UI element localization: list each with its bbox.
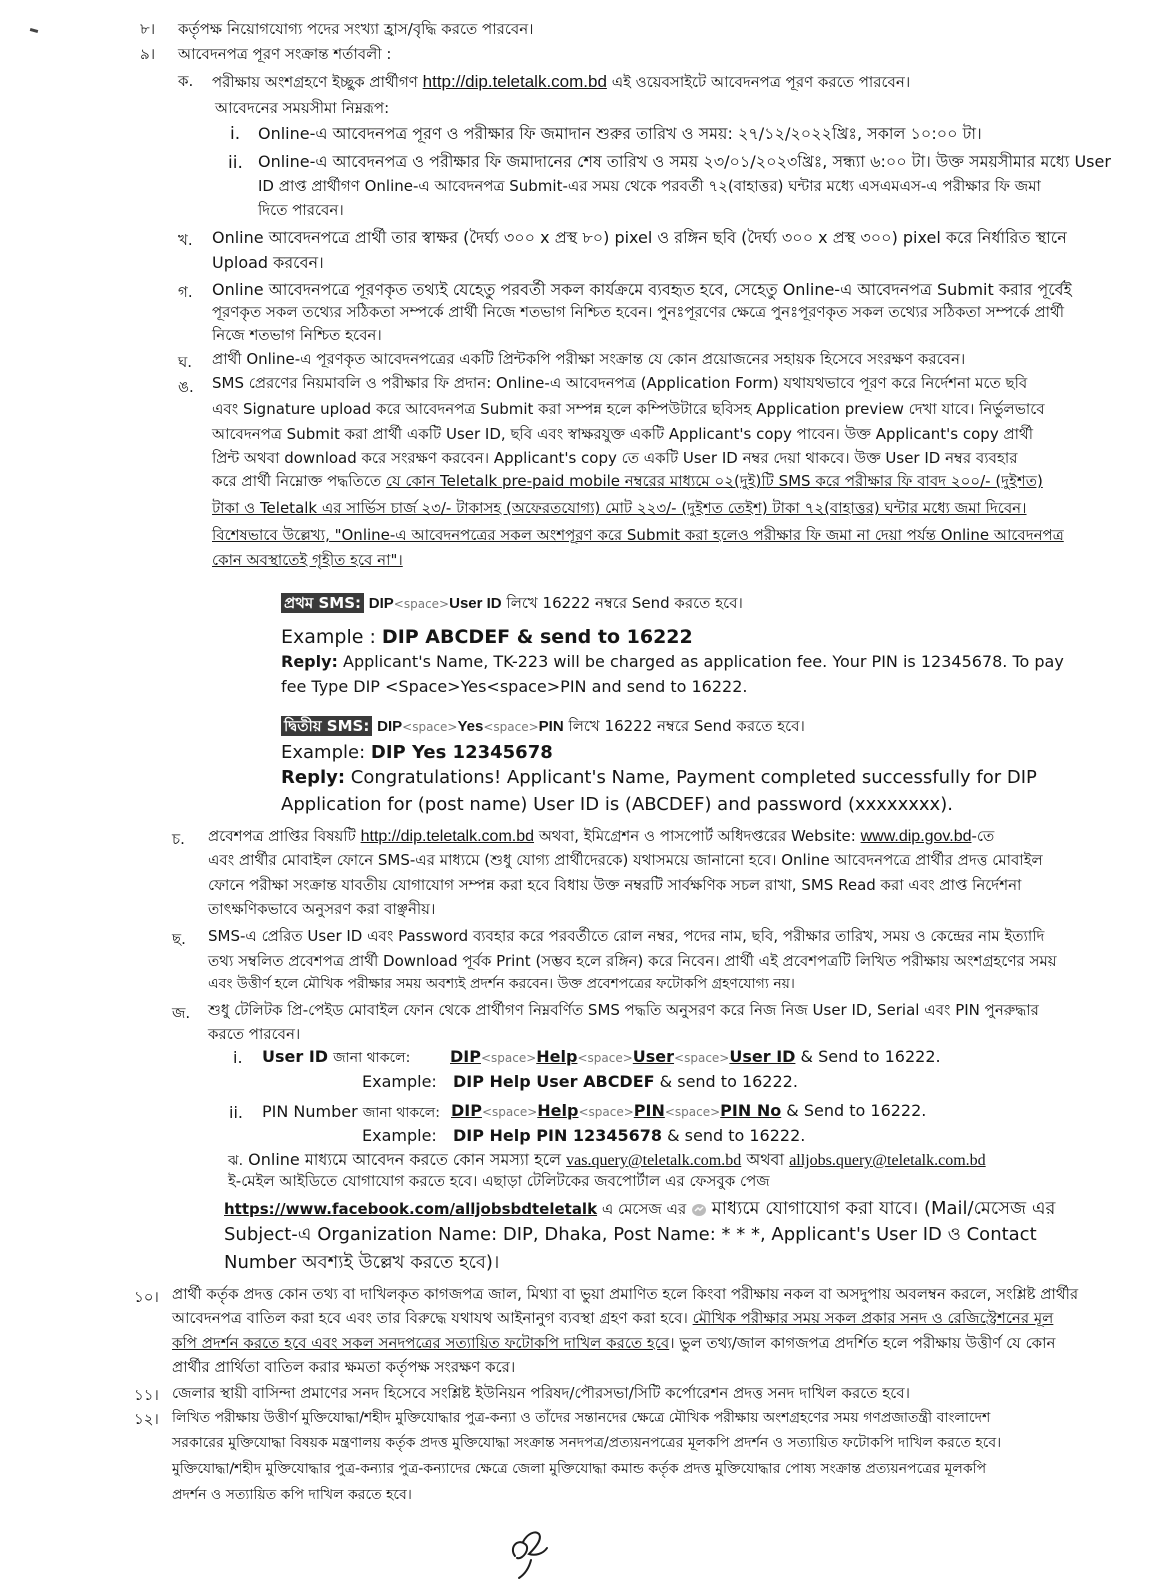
- ja-ii-space1: <space>: [481, 1105, 538, 1119]
- clause-ja-i-title-bold: User ID: [262, 1047, 329, 1066]
- clause-cha-mid: অথবা, ইমিগ্রেশন ও পাসপোর্ট অধিদপ্তরের Website:: [538, 827, 856, 845]
- ja-i-space3: <space>: [674, 1051, 730, 1065]
- item-12-line3: মুক্তিযোদ্ধা/শহীদ মুক্তিযোদ্ধার পুত্র-কন্যার পুত্র-কন্যাদের ক্ষেত্রে জেলা মুক্তিযোদ্ধা কমান্ড কর্তৃক প্রদত্ত মুক্তিযোদ্ধার পোষ্য সংক্রান্ত প্রত্যয়নপত্রের মূলকপি: [172, 1461, 987, 1477]
- ja-i-example-command: DIP Help User ABCDEF: [453, 1072, 655, 1091]
- clause-ka-ii-line1: Online-এ আবেদনপত্র ও পরীক্ষার ফি জমাদানের শেষ তারিখ ও সময় ২৩/০১/২০২৩খ্রিঃ, সন্ধ্যা ৬:০০ টা। উক্ত সময়সীমার মধ্যে User: [258, 152, 1111, 171]
- clause-ga-line3: নিজে শতভাগ নিশ্চিত হবেন।: [212, 326, 382, 344]
- clause-chha-line3: এবং উত্তীর্ণ হলে মৌখিক পরীক্ষার সময় অবশ্যই প্রদর্শন করবেন। উক্ত প্রবেশপত্রের ফটোকপি গ্রহণযোগ্য নয়।: [208, 976, 795, 992]
- sms2-dip: DIP: [377, 718, 403, 735]
- sms1-reply-text: Applicant's Name, TK-223 will be charged as application fee. Your PIN is 12345678. To pay: [343, 652, 1064, 671]
- item-10-line2-underlined: মৌখিক পরীক্ষার সময় সকল প্রকার সনদ ও রেজিস্ট্রেশনের মূল: [692, 1309, 1054, 1327]
- clause-chha-line2: তথ্য সম্বলিত প্রবেশপত্র প্রার্থী Download পূর্বক Print (সম্ভব হলে রঙ্গিন) করে নিবেন। প্রার্থী এই প্রবেশপত্রটি লিখিত পরীক্ষায় অংশগ্রহণের সময়: [208, 952, 1057, 970]
- ja-i-help: Help: [536, 1047, 578, 1066]
- sms2-reply-text: Congratulations! Applicant's Name, Payment completed successfully for DIP: [350, 767, 1037, 788]
- ja-ii-pin: PIN: [633, 1101, 665, 1120]
- sms1-reply-label: Reply:: [281, 652, 338, 671]
- item-9-text: আবেদনপত্র পূরণ সংক্রান্ত শর্তাবলী :: [178, 45, 392, 63]
- sms2-yes: Yes: [457, 718, 484, 735]
- scan-mark: [30, 28, 39, 33]
- ja-ii-pinno: PIN No: [720, 1101, 782, 1120]
- sms1-example-label: Example :: [281, 626, 382, 648]
- clause-cha-line4: তাৎক্ষণিকভাবে অনুসরণ করা বাঞ্ছনীয়।: [208, 900, 436, 918]
- sms2-rest: লিখে 16222 নম্বরে Send করতে হবে।: [568, 717, 805, 735]
- clause-kha-line1: Online আবেদনপত্রে প্রার্থী তার স্বাক্ষর (দৈর্ঘ্য ৩০০ x প্রস্থ ৮০) pixel ও রঙ্গিন ছবি (দৈর্ঘ্য ৩০০ x প্রস্থ ৩০০) pixel করে নির্ধারিত স্থানে: [212, 228, 1067, 247]
- sms2-tag: দ্বিতীয় SMS:: [281, 716, 372, 736]
- clause-cha-line2: এবং প্রার্থীর মোবাইল ফোনে SMS-এর মাধ্যমে (শুধু যোগ্য প্রার্থীদেরকে) যথাসময়ে জানানো হবে। Online আবেদনপত্রে প্রার্থীর প্রদত্ত মোবাইল: [208, 851, 1043, 869]
- item-11-text: জেলার স্থায়ী বাসিন্দা প্রমাণের সনদ হিসেবে সংশ্লিষ্ট ইউনিয়ন পরিষদ/পৌরসভা/সিটি কর্পোরেশন প্রদত্ত সনদ দাখিল করতে হবে।: [172, 1384, 910, 1402]
- ja-i-space2: <space>: [577, 1051, 633, 1065]
- item-12-number: ১২।: [134, 1410, 159, 1428]
- clause-ka-ii-line3: দিতে পারবেন।: [258, 201, 344, 219]
- sms2-example: [281, 744, 553, 762]
- sms1-reply-line1: [281, 654, 1064, 670]
- item-12-line2: সরকারের মুক্তিযোদ্ধা বিষয়ক মন্ত্রণালয় কর্তৃক প্রদত্ত মুক্তিযোদ্ধা সংক্রান্ত সনদপত্র/প্রত্যয়নপত্রের মূলকপি প্রদর্শন ও সত্যায়িত ফটোকপি দাখিল করতে হবে।: [172, 1435, 1002, 1451]
- clause-cha-line3: ফোনে পরীক্ষা সংক্রান্ত যাবতীয় যোগাযোগ সম্পন্ন করা হবে বিধায় উক্ত নম্বরটি সার্বক্ষণিক সচল রাখা, SMS Read করা এবং প্রাপ্ত নির্দেশনা: [208, 876, 1022, 894]
- clause-kha-line2: Upload করবেন।: [212, 253, 324, 272]
- clause-ka-line1: [212, 73, 910, 90]
- clause-cha-text: প্রবেশপত্র প্রাপ্তির বিষয়টি: [208, 827, 356, 845]
- facebook-page-link[interactable]: https://www.facebook.com/alljobsbdteletalk: [224, 1200, 598, 1218]
- sms2-space1: <space>: [402, 720, 458, 734]
- item-10-line2: [172, 1311, 1053, 1326]
- clause-chha-label: ছ.: [172, 930, 186, 948]
- ja-ii-space3: <space>: [664, 1105, 721, 1119]
- item-10-line4: প্রার্থীর প্রার্থিতা বাতিল করার ক্ষমতা কর্তৃপক্ষ সংরক্ষণ করে।: [172, 1358, 516, 1376]
- clause-ja-ii-title-text: PIN Number: [262, 1102, 358, 1121]
- ja-ii-example-send: & send to 16222.: [667, 1126, 806, 1145]
- sms1-instruction: [281, 596, 743, 611]
- clause-uma-line1: SMS প্রেরণের নিয়মাবলি ও পরীক্ষার ফি প্রদান: Online-এ আবেদনপত্র (Application Form) যথাযথভাবে পূরণ করে নির্দেশনা মতে ছবি: [212, 374, 1028, 392]
- sms2-space2: <space>: [483, 720, 539, 734]
- clause-ja-i-example-label: Example:: [362, 1072, 437, 1091]
- clause-ga-line2: পূরণকৃত সকল তথ্যের সঠিকতা সম্পর্কে প্রার্থী নিজে শতভাগ নিশ্চিত হবেন। পুনঃপূরণের ক্ষেত্রে পুনঃপূরণকৃত সকল তথ্যের সঠিকতা সম্পর্কে প্রার্থী: [212, 303, 1065, 321]
- sms1-rest: লিখে 16222 নম্বরে Send করতে হবে।: [506, 594, 743, 612]
- clause-uma-line5-underlined: যে কোন Teletalk pre-paid mobile নম্বরের মাধ্যমে ০২(দুই)টি SMS করে পরীক্ষার ফি বাবদ ২০০/- (দুইশত): [385, 472, 1043, 490]
- clause-cha-end: -তে: [971, 827, 995, 845]
- item-8-number: ৮।: [140, 20, 156, 38]
- signature-initial: [505, 1520, 553, 1584]
- teletalk-link[interactable]: http://dip.teletalk.com.bd: [422, 72, 607, 91]
- sms2-reply-label: Reply:: [281, 767, 346, 788]
- sms2-reply-line1: [281, 769, 1037, 787]
- item-11-number: ১১।: [134, 1386, 159, 1404]
- clause-ja-ii-example-label: Example:: [362, 1126, 437, 1145]
- ja-i-dip: DIP: [450, 1047, 481, 1066]
- item-9-number: ৯।: [140, 45, 156, 63]
- clause-ja-i-label: i.: [233, 1048, 243, 1067]
- sms1-userid: User ID: [449, 595, 502, 612]
- item-10-line2-start: আবেদনপত্র বাতিল করা হবে এবং তার বিরুদ্ধে যথাযথ আইনানুগ ব্যবস্থা গ্রহণ করা হবে।: [172, 1309, 688, 1327]
- item-8-text: কর্তৃপক্ষ নিয়োগযোগ্য পদের সংখ্যা হ্রাস/বৃদ্ধি করতে পারবেন।: [178, 20, 534, 38]
- ja-ii-help: Help: [537, 1101, 579, 1120]
- clause-ka-text-end: এই ওয়েবসাইটে আবেদনপত্র পূরণ করতে পারবেন।: [611, 73, 911, 91]
- clause-uma-line4: প্রিন্ট অথবা download করে সংরক্ষণ করবেন। Applicant's copy তে একটি User ID নম্বর দেয়া থাকবে। উক্ত User ID নম্বর ব্যবহার: [212, 449, 1018, 467]
- sms1-example-command: DIP ABCDEF & send to 16222: [381, 626, 693, 648]
- clause-ja-ii-label: ii.: [229, 1103, 243, 1122]
- clause-ja-i-title-rest: জানা থাকলে:: [333, 1050, 411, 1066]
- clause-ja-ii-title-rest: জানা থাকলে:: [362, 1105, 440, 1121]
- clause-uma-line6: টাকা ও Teletalk এর সার্ভিস চার্জ ২৩/- টাকাসহ (অফেরতযোগ্য) মোট ২২৩/- (দুইশত তেইশ) টাকা ৭২(বাহাত্তর) ঘন্টার মধ্যে জমা দিবেন।: [212, 499, 1027, 517]
- ja-ii-send: & Send to 16222.: [786, 1101, 927, 1120]
- item-10-line3-end: । ভুল তথ্য/জাল কাগজপত্র প্রদর্শিত হলে পরীক্ষায় উত্তীর্ণ যে কোন: [669, 1334, 1056, 1352]
- clause-uma-line5: [212, 474, 1043, 489]
- clause-ja-ii-example: [453, 1128, 805, 1144]
- vas-query-email-link[interactable]: vas.query@teletalk.com.bd: [566, 1152, 742, 1169]
- ja-i-space1: <space>: [480, 1051, 537, 1065]
- clause-jha-label: ঝ.: [228, 1153, 244, 1169]
- clause-gha-label: ঘ.: [178, 353, 193, 371]
- clause-jha-line4: Subject-এ Organization Name: DIP, Dhaka, Post Name: * * *, Applicant's User ID ও Contact: [224, 1224, 1037, 1245]
- clause-uma-line3: আবেদনপত্র Submit করা প্রার্থী একটি User ID, ছবি এবং স্বাক্ষরযুক্ত একটি Applicant's copy পাবেন। উক্ত Applicant's copy প্রার্থী: [212, 425, 1034, 443]
- clause-ja-i-example: [453, 1074, 798, 1090]
- dip-gov-link[interactable]: www.dip.gov.bd: [860, 828, 972, 845]
- clause-ka-ii-line2: ID প্রাপ্ত প্রার্থীগণ Online-এ আবেদনপত্র Submit-এর সময় থেকে পরবর্তী ৭২(বাহাত্তর) ঘন্টার মধ্যে এসএমএস-এ পরীক্ষার ফি জমা: [258, 177, 1041, 195]
- messenger-icon: [691, 1203, 707, 1217]
- item-12-line4: প্রদর্শন ও সত্যায়িত কপি দাখিল করতে হবে।: [172, 1487, 412, 1503]
- ja-i-example-send: & send to 16222.: [659, 1072, 798, 1091]
- sms2-reply-line2: Application for (post name) User ID is (ABCDEF) and password (xxxxxxxx).: [281, 794, 953, 815]
- item-10-line1: প্রার্থী কর্তৃক প্রদত্ত কোন তথ্য বা দাখিলকৃত কাগজপত্র জাল, মিথ্যা বা ভুয়া প্রমাণিত হলে কিংবা পরীক্ষায় নকল বা অসদুপায় অবলম্বন করলে, সংশ্লিষ্ট প্রার্থীর: [172, 1285, 1079, 1303]
- sms2-instruction: [281, 719, 805, 734]
- clause-jha-contact: মাধ্যমে যোগাযোগ করা যাবে। (Mail/মেসেজ এর: [711, 1198, 1056, 1219]
- clause-ja-i-title: [262, 1049, 410, 1065]
- clause-chha-line1: SMS-এ প্রেরিত User ID এবং Password ব্যবহার করে পরবর্তীতে রোল নম্বর, পদের নাম, ছবি, পরীক্ষার তারিখ, সময় ও কেন্দ্রের নাম ইত্যাদি: [208, 927, 1045, 945]
- ja-i-userid: User ID: [729, 1047, 796, 1066]
- clause-ja-label: জ.: [172, 1004, 191, 1022]
- ja-ii-dip: DIP: [451, 1101, 482, 1120]
- sms2-pin: PIN: [538, 718, 564, 735]
- clause-jha-line3: [224, 1200, 1055, 1218]
- ja-ii-example-command: DIP Help PIN 12345678: [453, 1126, 662, 1145]
- alljobs-query-email-link[interactable]: alljobs.query@teletalk.com.bd: [789, 1152, 986, 1169]
- clause-uma-line8: কোন অবস্থাতেই গৃহীত হবে না"।: [212, 551, 403, 569]
- item-12-line1: লিখিত পরীক্ষায় উত্তীর্ণ মুক্তিযোদ্ধা/শহীদ মুক্তিযোদ্ধার পুত্র-কন্যা ও তাঁদের সন্তানদের ক্ষেত্রে মৌখিক পরীক্ষায় অংশগ্রহণের সময় গণপ্রজাতন্ত্রী বাংলাদেশ: [172, 1410, 991, 1426]
- clause-ga-label: গ.: [178, 283, 193, 301]
- sms2-example-label: Example:: [281, 742, 371, 763]
- clause-ka-i-text: Online-এ আবেদনপত্র পূরণ ও পরীক্ষার ফি জমাদান শুরুর তারিখ ও সময়: ২৭/১২/২০২২খ্রিঃ, সকাল ১০:০০ টা।: [258, 124, 982, 143]
- clause-cha-line1: [208, 829, 994, 845]
- clause-uma-line5-start: করে প্রার্থী নিম্নোক্ত পদ্ধতিতে: [212, 472, 382, 490]
- clause-uma-line7: বিশেষভাবে উল্লেখ্য, "Online-এ আবেদনপত্রের সকল অংশপূরণ করে Submit করা হলেও পরীক্ষার ফি জমা না দেয়া পর্যন্ত Online আবেদনপত্র: [212, 526, 1064, 544]
- clause-jha-line2: ই-মেইল আইডিতে যোগাযোগ করতে হবে। এছাড়া টেলিটকের জবপোর্টাল এর ফেসবুক পেজ: [228, 1172, 770, 1190]
- sms1-example: [281, 628, 693, 647]
- clause-jha-line5: Number অবশ্যই উল্লেখ করতে হবে)।: [224, 1252, 500, 1273]
- clause-ka-label: ক.: [178, 72, 194, 90]
- clause-ka-i-label: i.: [230, 124, 241, 144]
- clause-ja-line1: শুধু টেলিটক প্রি-পেইড মোবাইল ফোন থেকে প্রার্থীগণ নিম্নবর্ণিত SMS পদ্ধতি অনুসরণ করে নিজ নিজ User ID, Serial এবং PIN পুনরুদ্ধার: [208, 1001, 1039, 1019]
- item-10-number: ১০।: [134, 1288, 159, 1306]
- ja-ii-space2: <space>: [578, 1105, 634, 1119]
- clause-ka-text: পরীক্ষায় অংশগ্রহণে ইচ্ছুক প্রার্থীগণ: [212, 73, 418, 91]
- sms1-reply-line2: fee Type DIP <Space>Yes<space>PIN and send to 16222.: [281, 677, 748, 696]
- sms1-space: <space>: [393, 597, 450, 611]
- ja-i-send: & Send to 16222.: [800, 1047, 941, 1066]
- clause-ga-line1: Online আবেদনপত্রে পূরণকৃত তথ্যই যেহেতু পরবর্তী সকল কার্যক্রমে ব্যবহৃত হবে, সেহেতু Online-এ আবেদনপত্র Submit করার পূর্বেই: [212, 280, 1072, 299]
- clause-ja-i-command: [450, 1049, 941, 1065]
- ja-i-user: User: [632, 1047, 675, 1066]
- clause-cha-label: চ.: [172, 830, 185, 848]
- clause-jha-line1: [228, 1152, 986, 1169]
- clause-ka-line2: আবেদনের সময়সীমা নিম্নরূপ:: [215, 99, 390, 117]
- clause-jha-message: এ মেসেজ এর: [601, 1200, 687, 1218]
- clause-jha-or: অথবা: [746, 1150, 785, 1169]
- clause-ja-line2: করতে পারবেন।: [208, 1025, 301, 1043]
- clause-ja-ii-title: [262, 1104, 440, 1120]
- teletalk-link-2[interactable]: http://dip.teletalk.com.bd: [360, 828, 535, 845]
- clause-uma-label: ঙ.: [178, 378, 194, 396]
- clause-ja-ii-command: [451, 1103, 926, 1119]
- sms2-example-command: DIP Yes 12345678: [370, 742, 553, 763]
- sms1-dip: DIP: [368, 595, 394, 612]
- clause-kha-label: খ.: [178, 231, 193, 249]
- item-10-line3: [172, 1336, 1055, 1351]
- clause-gha-line1: প্রার্থী Online-এ পূরণকৃত আবেদনপত্রের একটি প্রিন্টকপি পরীক্ষা সংক্রান্ত যে কোন প্রয়োজনের সহায়ক হিসেবে সংরক্ষণ করবেন।: [212, 350, 966, 368]
- item-10-line3-underlined: কপি প্রদর্শন করতে হবে এবং সকল সনদপত্রের সত্যায়িত ফটোকপি দাখিল করতে হবে: [172, 1334, 670, 1352]
- clause-ka-ii-label: ii.: [228, 153, 243, 173]
- clause-jha-text: Online মাধ্যমে আবেদন করতে কোন সমস্যা হলে: [248, 1150, 562, 1169]
- sms1-tag: প্রথম SMS:: [281, 593, 364, 613]
- clause-uma-line2: এবং Signature upload করে আবেদনপত্র Submit করা সম্পন্ন হলে কম্পিউটারে ছবিসহ Application preview দেখা যাবে। নির্ভুলভাবে: [212, 400, 1045, 418]
